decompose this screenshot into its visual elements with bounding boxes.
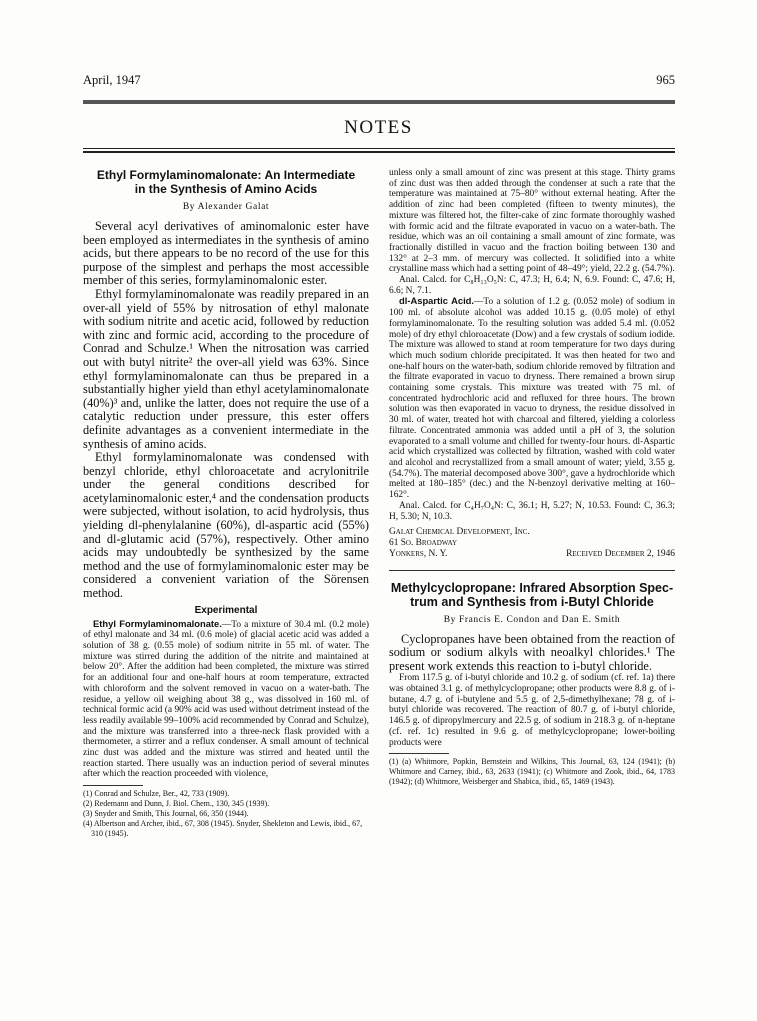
article2-title-line1: Methylcyclopropane: Infrared Absorption Spec-: [390, 580, 674, 595]
analysis-1: Anal. Calcd. for C₈H₁₃O₅N: C, 47.3; H, 6.4; N, 6.9. Found: C, 47.6; H, 6.6; N, 7.1.: [389, 275, 675, 296]
article1-byline: By Alexander Galat: [182, 202, 270, 212]
article2-paragraph-1: Cyclopropanes have been obtained from the reaction of sodium or sodium alkyls with neoalkyl chlorides.¹ The present work extends this reaction to i-butyl chloride.: [389, 631, 675, 673]
article1-paragraph-2: Ethyl formylaminomalonate was readily prepared in an over-all yield of 55% by nitrosation of ethyl malonate with sodium nitrite and acetic acid, followed by reduction with zinc and formic acid, according to the procedure of Conrad and Schulze.¹ When the nitrosation was carried out with butyl nitrite² the over-all yield was 63%. Since ethyl formylaminomalonate can thus be prepared in a substantially higher yield than ethyl acetylaminomalonate (40%)³ and, unlike the latter, does not require the use of a catalytic reduction under pressure, this ester offers definite advantages as a convenient intermediate in the synthesis of amino acids.: [83, 286, 369, 451]
article1-title: [83, 168, 369, 196]
section-title: NOTES: [344, 117, 413, 138]
right-column: [389, 168, 675, 787]
footnote-1: (1) Conrad and Schulze, Ber., 42, 733 (1909).: [83, 789, 230, 799]
article1-title-line1: Ethyl Formylaminomalonate: An Intermediate: [96, 168, 356, 182]
author-affiliation: [389, 527, 675, 559]
article2-byline: By Francis E. Condon and Dan E. Smith: [443, 614, 621, 625]
received-date: Received December 2, 1946: [566, 548, 675, 559]
running-header: [83, 73, 675, 89]
article2-footnote: (1) (a) Whitmore, Popkin, Bernstein and Wilkins, This Journal, 63, 124 (1941); (b) Whitmore and Carney, ibid., 63, 2633 (1941); (c) Whitmore and Zook, ibid., 64, 1783 (1942); (d) Whitmore, Weisberger and Shabica, ibid., 65, 1469 (1943).: [389, 757, 675, 787]
affiliation-line2: 61 So. Broadway: [389, 538, 458, 548]
issue-date: April, 1947: [83, 73, 141, 87]
affiliation-line3-row: [389, 549, 675, 560]
article1-paragraph-1: Several acyl derivatives of aminomalonic ester have been employed as intermediates in the synthesis of amino acids, but there appears to be no record of the use for this purpose of the simplest and perhaps the most accessible member of this series, formylaminomalonic ester.: [83, 219, 369, 288]
footnote-rule-2: [389, 753, 449, 754]
footnote-3: (3) Snyder and Smith, This Journal, 66, 350 (1944).: [83, 809, 249, 819]
article1-paragraph-3: Ethyl formylaminomalonate was condensed with benzyl chloride, ethyl chloroacetate and acrylonitrile under the general conditions described for acetylaminomalonic ester,⁴ and the condensation products were subjected, without isolation, to acid hydrolysis, thus yielding dl-phenylalanine (60%), dl-aspartic acid (55%) and dl-glutamic acid (57%), respectively. Other amino acids may undoubtedly be synthesized by the same method and the use of formylaminomalonic ester may be considered a convenient variation of the Sörensen method.: [83, 450, 369, 601]
article2-paragraph-2: From 117.5 g. of i-butyl chloride and 10.2 g. of sodium (cf. ref. 1a) there was obtained 3.1 g. of methylcyclopropane; other products were 8.8 g. of i-butane, 4.7 g. of i-butylene and 5.5 g. of 2,5-dimethylhexane; 78 g. of i-butyl chloride was recovered. The reaction of 80.7 g. of i-butyl chloride, 146.5 g. of dipropylmercury and 22.5 g. of sodium in 218.3 g. of n-heptane (cf. ref. 1c) resulted in 9.6 g. of methylcyclopropane; lower-boiling products were: [389, 673, 675, 748]
aspartic-paragraph: [389, 296, 675, 500]
left-column: [83, 168, 369, 839]
experimental-heading: Experimental: [194, 604, 258, 616]
aspartic-run-in: dl-Aspartic Acid.: [399, 295, 475, 307]
affiliation-city: Yonkers, N. Y.: [389, 548, 448, 559]
section-rule-thick: [83, 151, 675, 153]
section-rule-thin: [83, 148, 675, 149]
experimental-paragraph: [83, 619, 369, 781]
article1-title-line2: in the Synthesis of Amino Acids: [134, 182, 318, 196]
footnote-2: (2) Redemann and Dunn, J. Biol. Chem., 130, 345 (1939).: [83, 799, 270, 809]
page-number: 965: [656, 73, 675, 87]
footnote-4: (4) Albertson and Archer, ibid., 67, 308 (1945). Snyder, Shekleton and Lewis, ibid., 67, 310 (1945).: [83, 819, 363, 839]
article1-continued: unless only a small amount of zinc was present at this stage. Thirty grams of zinc dust was then added through the condenser at such a rate that the temperature was maintained at 75–80° without external heating. After the addition of zinc had been completed (fifteen to twenty minutes), the mixture was filtered hot, the filter-cake of zinc formate thoroughly washed with formic acid and the filtrate evaporated in vacuo on a water-bath. The residue, which was an oil containing a small amount of zinc formate, was fractionally distilled in vacuo and the fraction boiling between 130 and 132° at 2–3 mm. of mercury was collected. It solidified into a white crystalline mass which had a setting point of 48–49°; yield, 22.2 g. (54.7%).: [389, 168, 675, 275]
article-separator: [389, 570, 675, 571]
affiliation-line1: Galat Chemical Development, Inc.: [389, 527, 530, 538]
header-rule: [83, 100, 675, 104]
analysis-2: Anal. Calcd. for C₄H₇O₄N: C, 36.1; H, 5.27; N, 10.53. Found: C, 36.3; H, 5.30; N, 10.3.: [389, 500, 675, 522]
article2-title-line2: trum and Synthesis from i-Butyl Chloride: [410, 594, 654, 609]
aspartic-text: —To a solution of 1.2 g. (0.052 mole) of sodium in 100 ml. of absolute alcohol was added 10.15 g. (0.05 mole) of ethyl formylaminomalonate. To the resulting solution was added 5.4 ml. (0.052 mole) of dry ethyl chloroacetate (Dow) and a few crystals of sodium iodide. The mixture was allowed to stand at room temperature for two days during which much sodium chloride precipitated. It was then heated for two and one-half hours on the water-bath, sodium chloride removed by filtration and the filtrate evaporated in vacuo to dryness. There remained a brown sirup containing some crystals. This mixture was treated with 75 ml. of concentrated hydrochloric acid and refluxed for three hours. The brown solution was then evaporated in vacuo to dryness, the residue dissolved in 30 ml. of water, treated hot with charcoal and filtered, yielding a colorless filtrate. Concentrated ammonia was added until a pH of 3, the solution evaporated to a small volume and chilled for twenty-four hours. dl-Aspartic acid which crystallized was collected by filtration, washed with cold water and alcohol and recrystallized from a small amount of water; yield, 3.55 g. (54.7%). The material decomposed above 300°, gave a hydrochloride which melted at 180–185° (dec.) and the N-benzoyl derivative melting at 160–162°.: [389, 297, 675, 501]
experimental-text: —To a mixture of 30.4 ml. (0.2 mole) of ethyl malonate and 34 ml. (0.6 mole) of glacial acetic acid was added a solution of 38 g. (0.55 mole) of sodium nitrite in 55 ml. of water. The mixture was stirred during the addition of the nitrite and maintained at below 20°. After the addition had been completed, the mixture was stirred for an additional four and one-half hours at room temperature, extracted with chloroform and the solvent removed in vacuo on a water-bath. The residue, a yellow oil weighing about 38 g., was dissolved in 160 ml. of technical formic acid (a 90% acid was used without detriment instead of the less readily available 99–100% acid recommended by Conrad and Schulze), and the mixture was transferred into a three-neck flask provided with a thermometer, a stirrer and a reflux condenser. A small amount of technical zinc dust was added and the mixture was stirred and heated until the reaction started. There usually was an induction period of several minutes after which the reaction proceeded with violence,: [83, 619, 370, 780]
experimental-run-in: Ethyl Formylaminomalonate.: [93, 617, 222, 629]
footnote-rule: [83, 785, 143, 786]
article2-title: [389, 581, 675, 609]
